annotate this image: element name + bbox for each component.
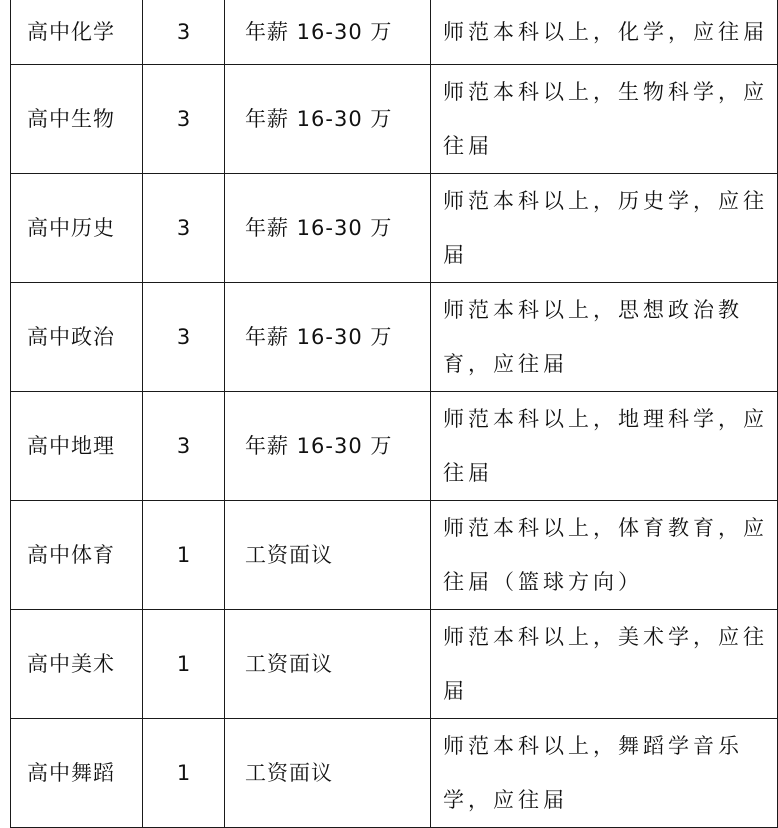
table-row bbox=[11, 65, 778, 174]
salary-cell: 年薪 16-30 万 bbox=[225, 65, 431, 174]
subject-cell: 高中体育 bbox=[11, 501, 143, 610]
count-cell: 3 bbox=[143, 283, 225, 392]
table-row bbox=[11, 174, 778, 283]
subject-cell: 高中美术 bbox=[11, 610, 143, 719]
salary-cell: 工资面议 bbox=[225, 719, 431, 828]
table-row bbox=[11, 501, 778, 610]
requirement-cell: 师范本科以上，舞蹈学音乐学，应往届 bbox=[431, 719, 778, 828]
requirement-cell: 师范本科以上，生物科学，应往届 bbox=[431, 65, 778, 174]
table-row bbox=[11, 0, 778, 65]
requirement-cell: 师范本科以上，历史学，应往届 bbox=[431, 174, 778, 283]
subject-cell: 高中化学 bbox=[11, 0, 143, 65]
requirement-cell: 师范本科以上，化学，应往届 bbox=[431, 0, 778, 65]
table-row bbox=[11, 392, 778, 501]
salary-cell: 年薪 16-30 万 bbox=[225, 392, 431, 501]
count-cell: 1 bbox=[143, 719, 225, 828]
count-cell: 3 bbox=[143, 392, 225, 501]
count-cell: 1 bbox=[143, 610, 225, 719]
table-row bbox=[11, 610, 778, 719]
subject-cell: 高中历史 bbox=[11, 174, 143, 283]
requirement-cell: 师范本科以上，地理科学，应往届 bbox=[431, 392, 778, 501]
salary-cell: 年薪 16-30 万 bbox=[225, 283, 431, 392]
salary-cell: 年薪 16-30 万 bbox=[225, 174, 431, 283]
count-cell: 3 bbox=[143, 0, 225, 65]
count-cell: 3 bbox=[143, 174, 225, 283]
salary-cell: 工资面议 bbox=[225, 610, 431, 719]
requirement-cell: 师范本科以上，体育教育，应往届（篮球方向） bbox=[431, 501, 778, 610]
subject-cell: 高中政治 bbox=[11, 283, 143, 392]
count-cell: 1 bbox=[143, 501, 225, 610]
salary-cell: 工资面议 bbox=[225, 501, 431, 610]
subject-cell: 高中地理 bbox=[11, 392, 143, 501]
requirement-cell: 师范本科以上，思想政治教育，应往届 bbox=[431, 283, 778, 392]
subject-cell: 高中生物 bbox=[11, 65, 143, 174]
subject-cell: 高中舞蹈 bbox=[11, 719, 143, 828]
table-row bbox=[11, 719, 778, 828]
recruitment-table bbox=[10, 0, 778, 828]
count-cell: 3 bbox=[143, 65, 225, 174]
requirement-cell: 师范本科以上，美术学，应往届 bbox=[431, 610, 778, 719]
table-row bbox=[11, 283, 778, 392]
salary-cell: 年薪 16-30 万 bbox=[225, 0, 431, 65]
